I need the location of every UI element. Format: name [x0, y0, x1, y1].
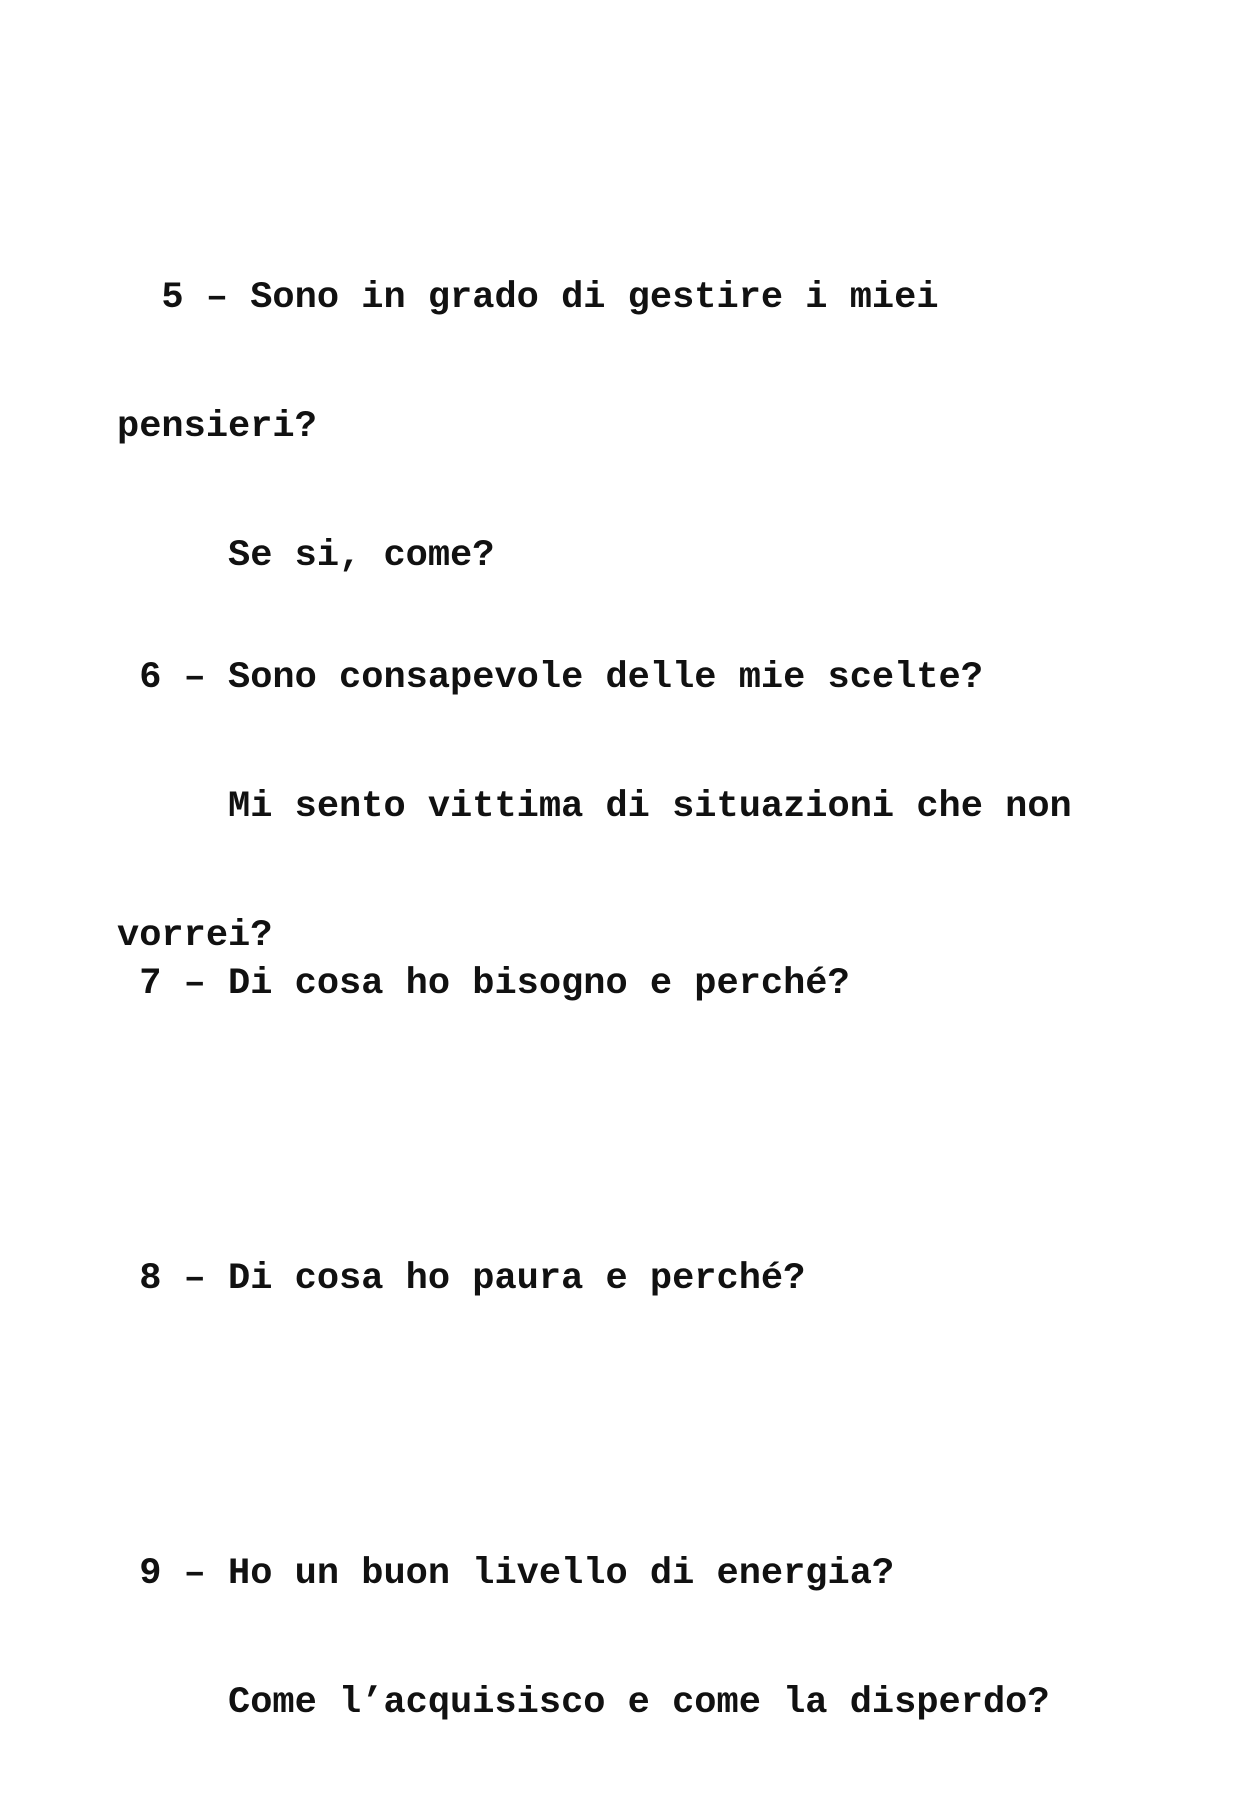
- question-9-line-2: Come l’acquisisco e come la disperdo?: [117, 1682, 1050, 1724]
- question-8-line-1: 8 – Di cosa ho paura e perché?: [117, 1258, 806, 1300]
- question-9: [117, 1467, 1157, 1811]
- question-6-line-2: Mi sento vittima di situazioni che non: [117, 786, 1072, 828]
- question-9-line-1: 9 – Ho un buon livello di energia?: [117, 1553, 895, 1595]
- question-8: [117, 1172, 1157, 1387]
- question-7-line-1: 7 – Di cosa ho bisogno e perché?: [117, 963, 850, 1005]
- question-6-line-1: 6 – Sono consapevole delle mie scelte?: [117, 657, 983, 699]
- question-5-line-3: Se si, come?: [117, 535, 495, 577]
- question-6-line-3: vorrei?: [117, 915, 273, 957]
- question-7: [117, 877, 1157, 1092]
- question-5-line-1: 5 – Sono in grado di gestire i miei: [117, 277, 939, 319]
- question-5-line-2: pensieri?: [117, 406, 317, 448]
